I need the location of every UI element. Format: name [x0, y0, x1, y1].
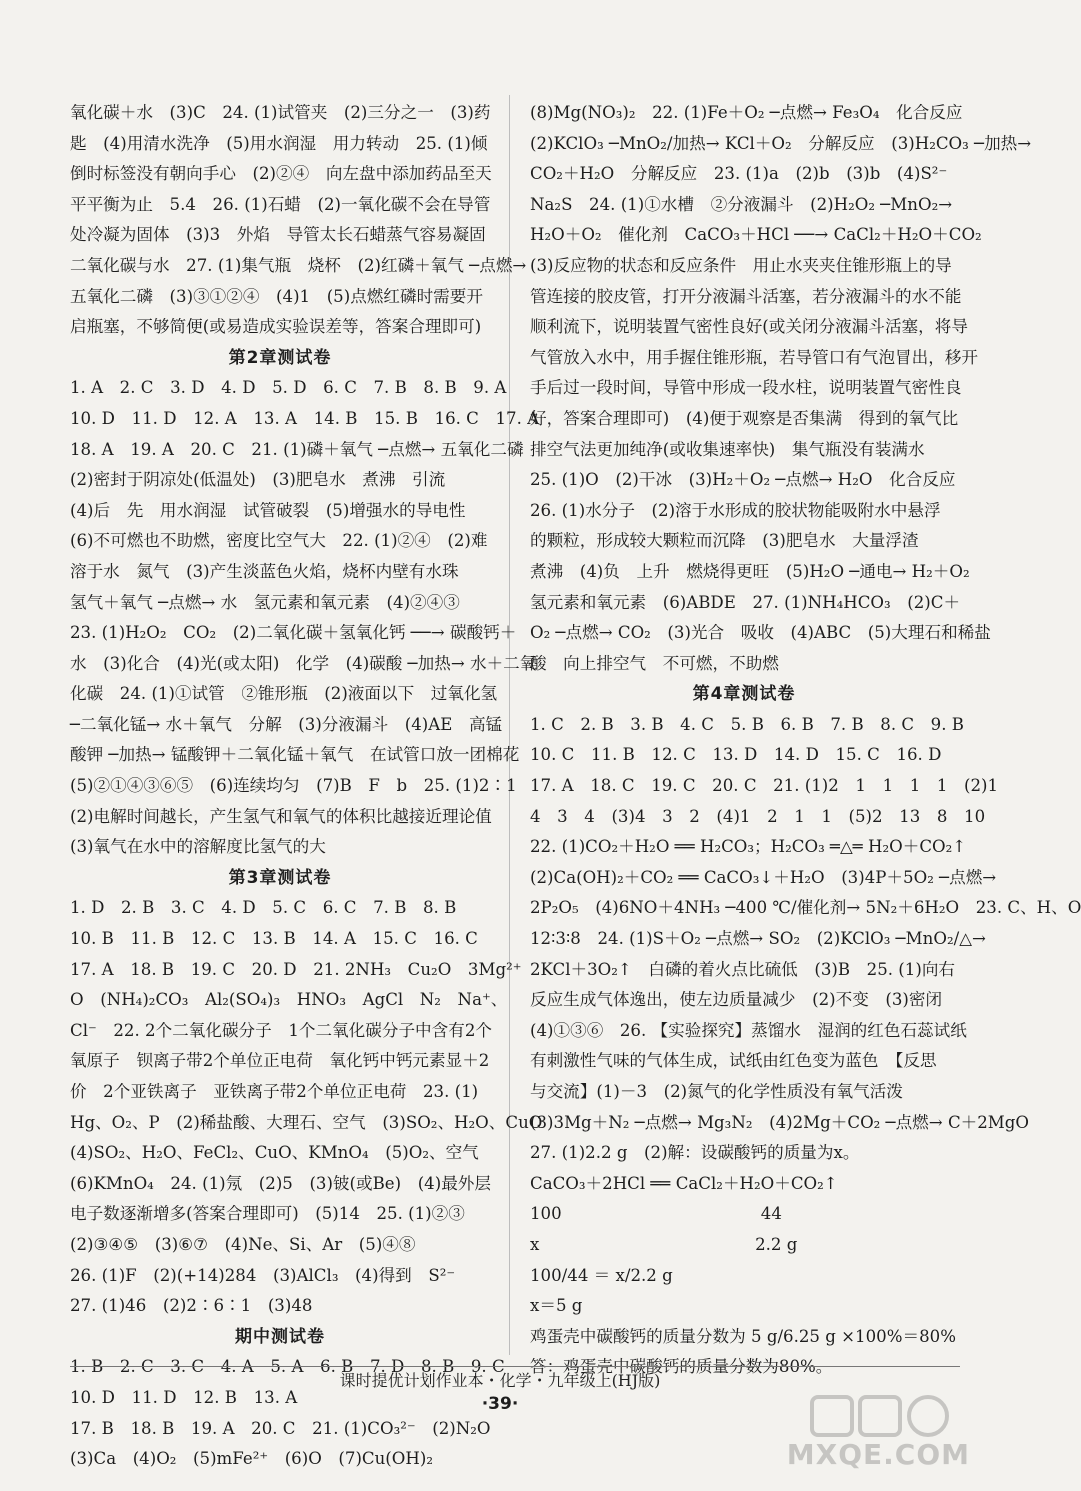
right-answer-line: 排空气法更加纯净(或收集速率快) 集气瓶没有装满水 — [530, 439, 925, 459]
left-answer-line: 17. B 18. B 19. A 20. C 21. (1)CO₃²⁻ (2)N₂O — [70, 1418, 491, 1438]
watermark-seal-icon — [810, 1391, 970, 1441]
watermark-logo — [780, 1391, 970, 1471]
left-answer-line: 酸钾 ─加热→ 锰酸钾＋二氧化锰＋氧气 在试管口放一团棉花 — [70, 745, 520, 765]
left-answer-line: 溶于水 氮气 (3)产生淡蓝色火焰，烧杯内壁有水珠 — [70, 561, 459, 581]
right-answer-line: 酸 向上排空气 不可燃，不助燃 — [530, 653, 779, 673]
left-answer-line: (6)不可燃也不助燃，密度比空气大 22. (1)②④ (2)难 — [70, 531, 488, 551]
right-answer-line: CO₂＋H₂O 分解反应 23. (1)a (2)b (3)b (4)S²⁻ — [530, 164, 948, 184]
left-answer-line: 10. D 11. D 12. A 13. A 14. B 15. B 16. C 17. A — [70, 408, 540, 428]
right-answer-line: 氢元素和氧元素 (6)ABDE 27. (1)NH₄HCO₃ (2)C＋ — [530, 592, 961, 612]
left-answer-line: 倒时标签没有朝向手心 (2)②④ 向左盘中添加药品至天 — [70, 164, 492, 184]
right-answer-line: (3)3Mg＋N₂ ─点燃→ Mg₃N₂ (4)2Mg＋CO₂ ─点燃→ C＋2MgO — [530, 1112, 1030, 1132]
right-answer-line: (8)Mg(NO₃)₂ 22. (1)Fe＋O₂ ─点燃→ Fe₃O₄ 化合反应 — [530, 103, 963, 122]
left-answer-line: (2)密封于阴凉处(低温处) (3)肥皂水 煮沸 引流 — [70, 470, 446, 490]
right-answer-line: 12∶3∶8 24. (1)S＋O₂ ─点燃→ SO₂ (2)KClO₃ ─MnO₂/△→ — [530, 929, 986, 949]
right-answer-line: (3)反应物的状态和反应条件 用止水夹夹住锥形瓶上的导 — [530, 255, 952, 275]
left-answer-line: ─二氧化锰→ 水＋氧气 分解 (3)分液漏斗 (4)AE 高锰 — [70, 714, 503, 734]
right-answer-line: 22. (1)CO₂＋H₂O ══ H₂CO₃；H₂CO₃ ═△═ H₂O＋CO₂↑ — [530, 837, 967, 857]
footer-rule — [70, 1366, 960, 1367]
right-answer-line: 100 44 — [530, 1204, 782, 1224]
right-answer-line: x 2.2 g — [530, 1234, 798, 1254]
left-answer-line: 10. D 11. D 12. B 13. A — [70, 1387, 298, 1407]
right-answer-line: 26. (1)水分子 (2)溶于水形成的胶状物能吸附水中悬浮 — [530, 500, 941, 520]
right-answer-line: 气管放入水中，用手握住锥形瓶，若导管口有气泡冒出，移开 — [530, 347, 979, 367]
left-section-heading: 期中测试卷 — [235, 1326, 325, 1347]
watermark-text: MXQE.COM — [786, 1438, 970, 1471]
left-answer-line: 匙 (4)用清水洗净 (5)用水润湿 用力转动 25. (1)倾 — [70, 133, 488, 153]
right-answer-line: 煮沸 (4)负 上升 燃烧得更旺 (5)H₂O ─通电→ H₂＋O₂ — [530, 561, 970, 581]
left-answer-line: 23. (1)H₂O₂ CO₂ (2)二氧化碳＋氢氧化钙 ──→ 碳酸钙＋ — [70, 623, 517, 643]
left-answer-line: 27. (1)46 (2)2∶6∶1 (3)48 — [70, 1296, 313, 1316]
page-number: ·39· — [481, 1394, 519, 1414]
left-answer-line: 电子数逐渐增多(答案合理即可) (5)14 25. (1)②③ — [70, 1204, 465, 1224]
right-answer-line: 有刺激性气味的气体生成，试纸由红色变为蓝色 【反思 — [530, 1051, 937, 1071]
left-answer-line: (3)Ca (4)O₂ (5)mFe²⁺ (6)O (7)Cu(OH)₂ — [70, 1449, 433, 1469]
right-answer-line: (2)Ca(OH)₂＋CO₂ ══ CaCO₃↓＋H₂O (3)4P＋5O₂ ─点燃→ — [530, 867, 997, 887]
right-answer-line: 手后过一段时间，导管中形成一段水柱，说明装置气密性良 — [530, 378, 962, 398]
left-answer-line: O (NH₄)₂CO₃ Al₂(SO₄)₃ HNO₃ AgCl N₂ Na⁺、 — [70, 990, 508, 1010]
left-answer-line: 10. B 11. B 12. C 13. B 14. A 15. C 16. C — [70, 929, 478, 949]
right-answer-line: 25. (1)O (2)干冰 (3)H₂＋O₂ ─点燃→ H₂O 化合反应 — [530, 470, 956, 490]
left-answer-line: 1. A 2. C 3. D 4. D 5. D 6. C 7. B 8. B 9. A — [70, 378, 507, 398]
right-answer-column — [530, 98, 1081, 1383]
right-answer-line: 10. C 11. B 12. C 13. D 14. D 15. C 16. D — [530, 745, 942, 765]
right-section-heading: 第4章测试卷 — [692, 684, 796, 705]
right-answer-line: 2P₂O₅ (4)6NO＋4NH₃ ─400 ℃/催化剂→ 5N₂＋6H₂O 23. C、H、O — [530, 898, 1081, 918]
left-answer-line: 二氧化碳与水 27. (1)集气瓶 烧杯 (2)红磷＋氧气 ─点燃→ — [70, 255, 527, 275]
left-answer-line: (5)②①④③⑥⑤ (6)连续均匀 (7)B F b 25. (1)2∶1 — [70, 776, 517, 796]
right-answer-line: H₂O＋O₂ 催化剂 CaCO₃＋HCl ──→ CaCl₂＋H₂O＋CO₂ — [530, 225, 982, 245]
right-answer-line: (2)KClO₃ ─MnO₂/加热→ KCl＋O₂ 分解反应 (3)H₂CO₃ ─加热→ — [530, 133, 1032, 153]
left-answer-line: 26. (1)F (2)(+14)284 (3)AlCl₃ (4)得到 S²⁻ — [70, 1265, 456, 1285]
left-answer-line: 1. B 2. C 3. C 4. A 5. A 6. B 7. D 8. B 9. C — [70, 1357, 505, 1377]
right-answer-line: Na₂S 24. (1)①水槽 ②分液漏斗 (2)H₂O₂ ─MnO₂→ — [530, 194, 953, 214]
right-answer-line: 27. (1)2.2 g (2)解：设碳酸钙的质量为x。 — [530, 1143, 860, 1163]
left-answer-line: 17. A 18. B 19. C 20. D 21. 2NH₃ Cu₂O 3Mg²⁺ — [70, 959, 522, 979]
right-answer-line: 反应生成气体逸出，使左边质量减少 (2)不变 (3)密闭 — [530, 990, 943, 1010]
right-answer-line: (4)①③⑥ 26. 【实验探究】蒸馏水 湿润的红色石蕊试纸 — [530, 1020, 967, 1040]
left-answer-line: 化碳 24. (1)①试管 ②锥形瓶 (2)液面以下 过氧化氢 — [70, 684, 498, 704]
footer-title: 课时提优计划作业本・化学・九年级上(HJ版) — [339, 1371, 661, 1390]
left-answer-line: 五氧化二磷 (3)③①②④ (4)1 (5)点燃红磷时需要开 — [70, 286, 483, 306]
left-answer-line: (2)电解时间越长，产生氢气和氧气的体积比越接近理论值 — [70, 806, 492, 826]
right-answer-line: x＝5 g — [530, 1296, 583, 1316]
left-answer-line: (4)后 先 用水润湿 试管破裂 (5)增强水的导电性 — [70, 500, 466, 520]
right-answer-line: 4 3 4 (3)4 3 2 (4)1 2 1 1 (5)2 13 8 10 — [530, 806, 986, 826]
column-divider — [509, 95, 510, 1355]
left-section-heading: 第3章测试卷 — [228, 867, 332, 888]
right-answer-line: 鸡蛋壳中碳酸钙的质量分数为 5 g/6.25 g ×100%＝80% — [530, 1326, 956, 1346]
right-answer-line: 2KCl＋3O₂↑ 白磷的着火点比硫低 (3)B 25. (1)向右 — [530, 959, 956, 979]
left-answer-line: (4)SO₂、H₂O、FeCl₂、CuO、KMnO₄ (5)O₂、空气 — [70, 1143, 479, 1163]
right-answer-line: CaCO₃＋2HCl ══ CaCl₂＋H₂O＋CO₂↑ — [530, 1173, 838, 1193]
right-answer-line: 1. C 2. B 3. B 4. C 5. B 6. B 7. B 8. C 9. B — [530, 714, 964, 734]
left-answer-line: Hg、O₂、P (2)稀盐酸、大理石、空气 (3)SO₂、H₂O、CuO — [70, 1112, 543, 1132]
left-answer-line: 氧原子 钡离子带2个单位正电荷 氧化钙中钙元素显＋2 — [70, 1051, 490, 1071]
right-answer-line: 的颗粒，形成较大颗粒而沉降 (3)肥皂水 大量浮渣 — [530, 531, 919, 551]
right-answer-line: 100/44 ＝ x/2.2 g — [530, 1265, 673, 1285]
right-answer-line: 17. A 18. C 19. C 20. C 21. (1)2 1 1 1 1 (2)1 — [530, 776, 999, 796]
right-answer-line: 管连接的胶皮管，打开分液漏斗活塞，若分液漏斗的水不能 — [530, 286, 962, 306]
left-answer-line: 启瓶塞，不够简便(或易造成实验误差等，答案合理即可) — [70, 317, 482, 337]
left-answer-line: 1. D 2. B 3. C 4. D 5. C 6. C 7. B 8. B — [70, 898, 457, 918]
left-answer-line: 平平衡为止 5.4 26. (1)石蜡 (2)一氧化碳不会在导管 — [70, 194, 491, 214]
left-answer-line: 氢气＋氧气 ─点燃→ 水 氢元素和氧元素 (4)②④③ — [70, 592, 460, 612]
left-answer-line: 水 (3)化合 (4)光(或太阳) 化学 (4)碳酸 ─加热→ 水＋二氧 — [70, 653, 537, 673]
left-answer-line: Cl⁻ 22. 2个二氧化碳分子 1个二氧化碳分子中含有2个 — [70, 1020, 492, 1040]
left-answer-line: (6)KMnO₄ 24. (1)氖 (2)5 (3)铍(或Be) (4)最外层 — [70, 1173, 491, 1193]
right-answer-line: 顺利流下，说明装置气密性良好(或关闭分液漏斗活塞，将导 — [530, 317, 968, 337]
right-answer-line: 与交流】(1)－3 (2)氮气的化学性质没有氧气活泼 — [530, 1082, 903, 1101]
left-answer-line: 处冷凝为固体 (3)3 外焰 导管太长石蜡蒸气容易凝固 — [70, 225, 486, 245]
left-answer-line: 18. A 19. A 20. C 21. (1)磷＋氧气 ─点燃→ 五氧化二磷 — [70, 439, 524, 459]
left-section-heading: 第2章测试卷 — [228, 347, 332, 368]
left-answer-line: (2)③④⑤ (3)⑥⑦ (4)Ne、Si、Ar (5)④⑧ — [70, 1234, 416, 1254]
left-answer-line: (3)氧气在水中的溶解度比氢气的大 — [70, 837, 326, 857]
left-answer-line: 价 2个亚铁离子 亚铁离子带2个单位正电荷 23. (1) — [70, 1082, 479, 1101]
right-answer-line: 好，答案合理即可) (4)便于观察是否集满 得到的氧气比 — [530, 408, 959, 428]
right-answer-line: O₂ ─点燃→ CO₂ (3)光合 吸收 (4)ABC (5)大理石和稀盐 — [530, 623, 991, 643]
right-answer-line: 答：鸡蛋壳中碳酸钙的质量分数为80%。 — [530, 1357, 833, 1377]
left-answer-line: 氧化碳＋水 (3)C 24. (1)试管夹 (2)三分之一 (3)药 — [70, 103, 491, 122]
